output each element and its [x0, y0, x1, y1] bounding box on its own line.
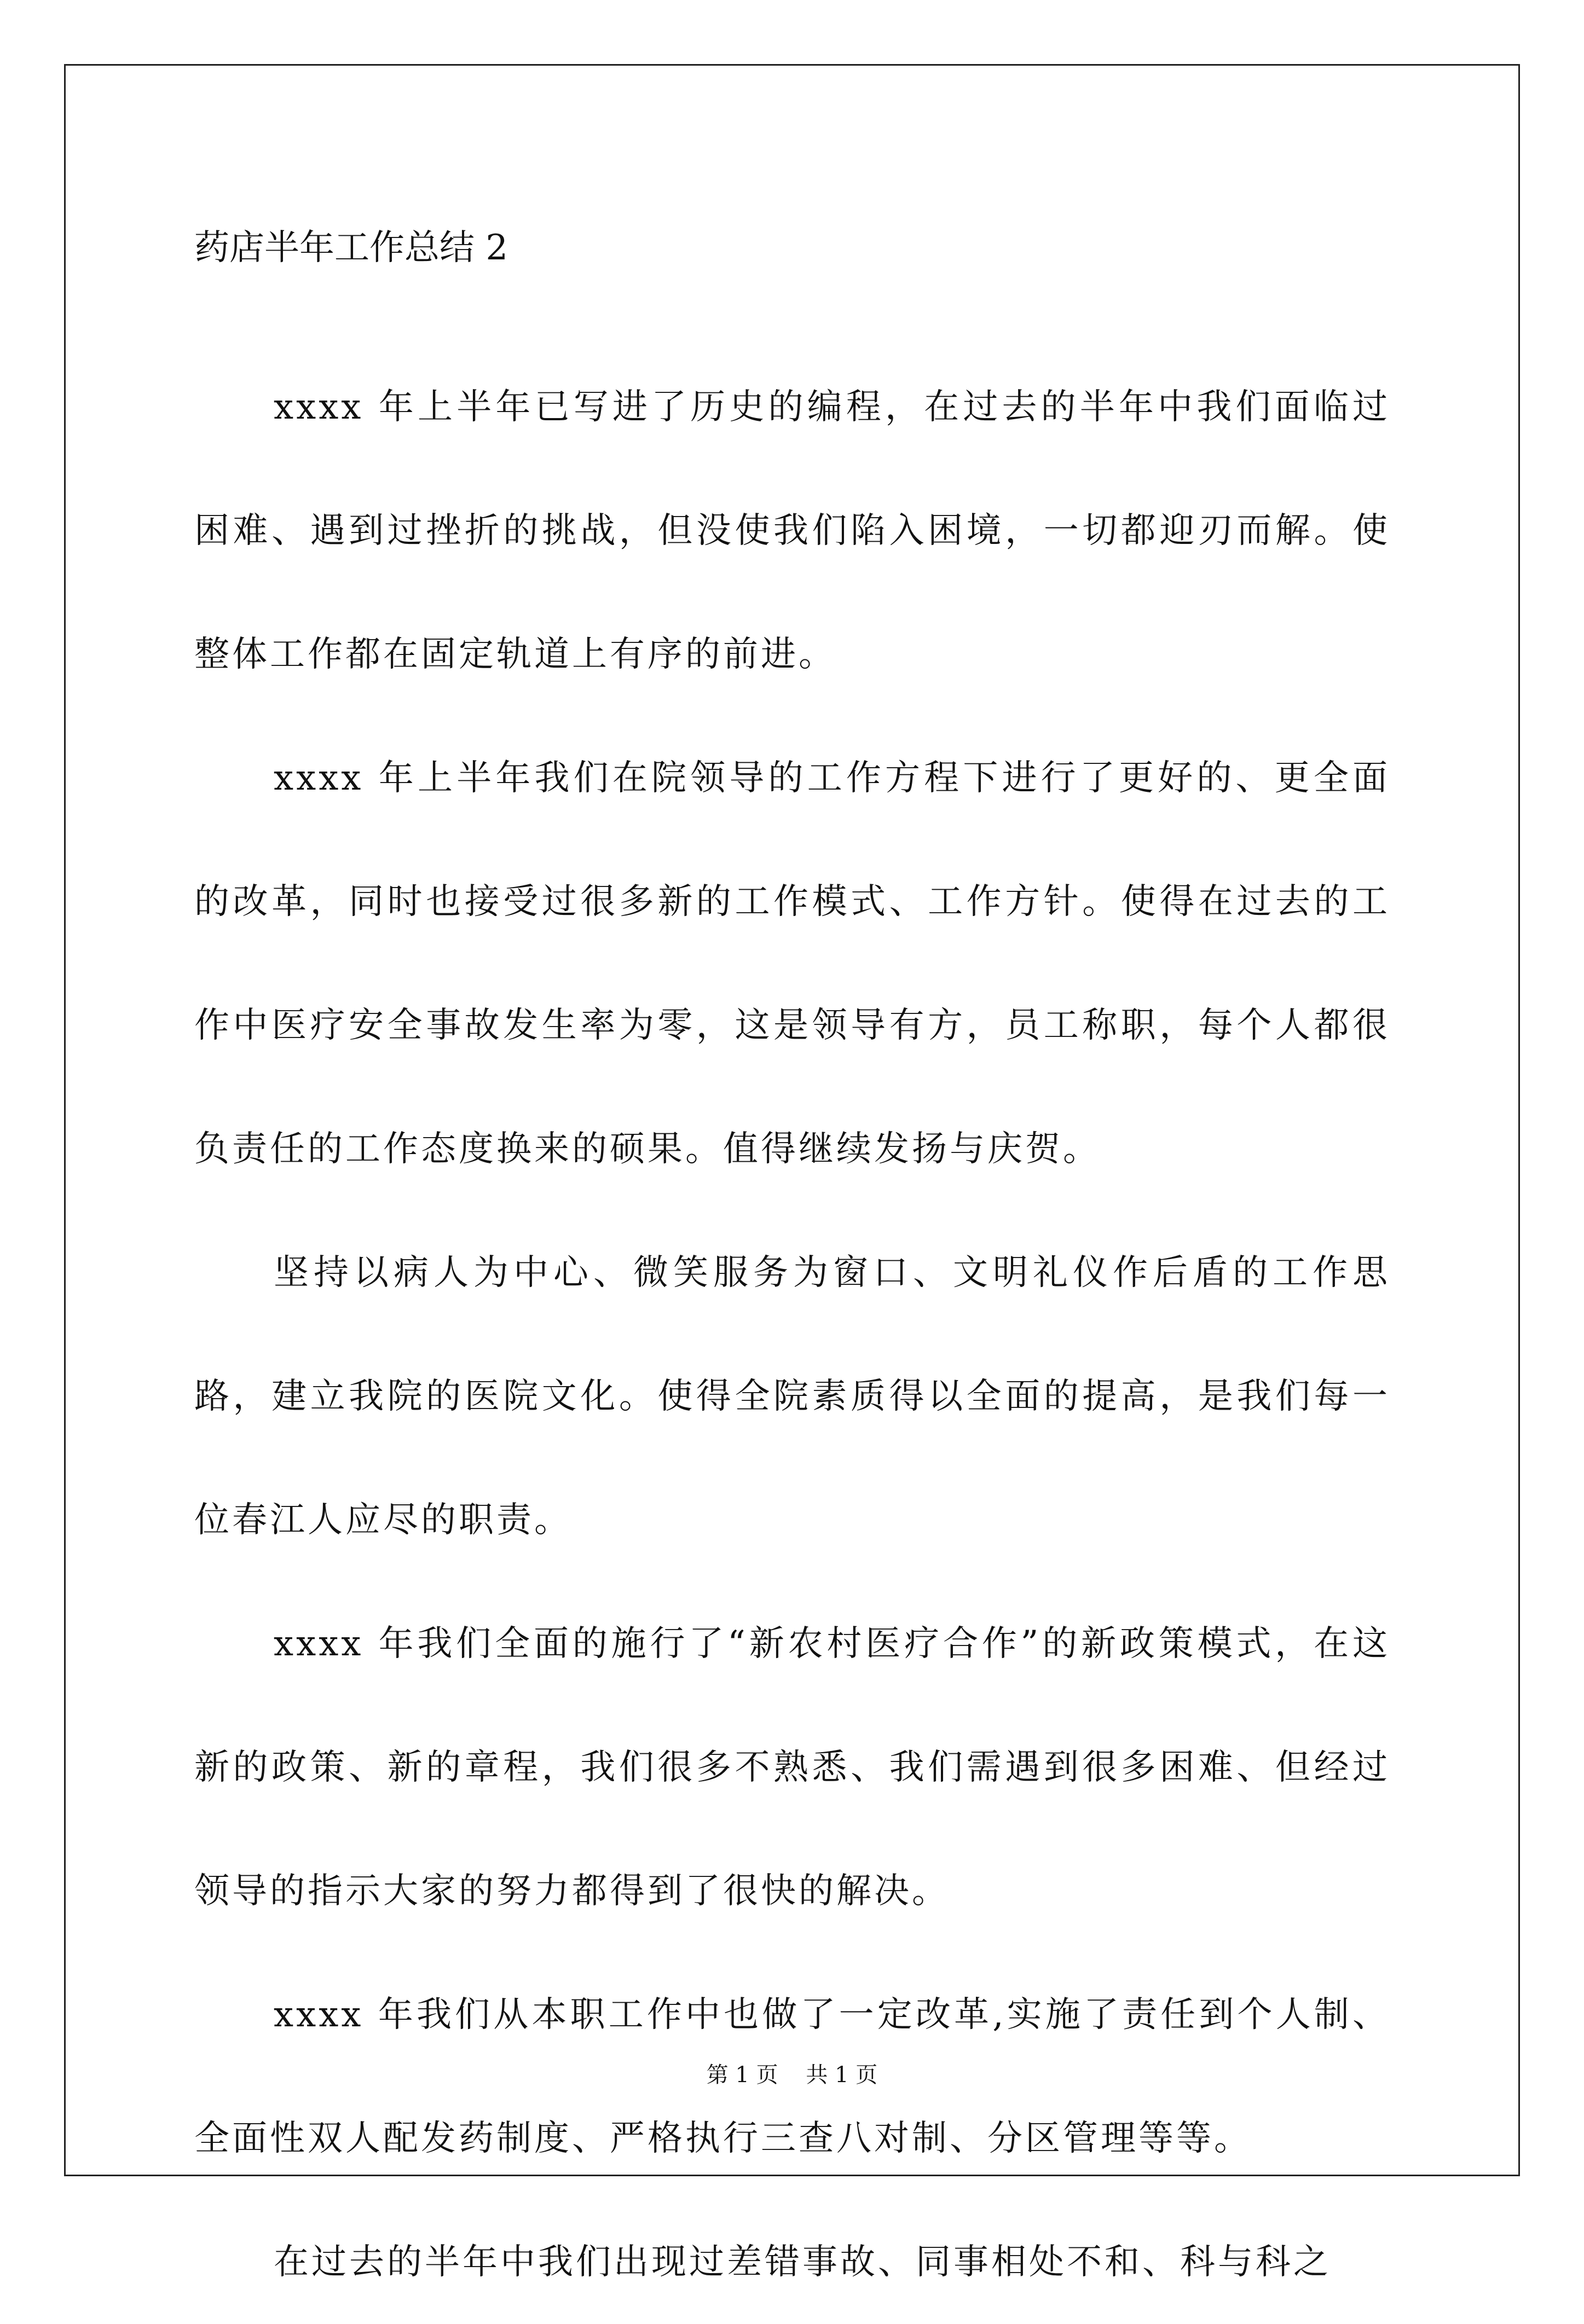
paragraph-2: xxxx 年上半年我们在院领导的工作方程下进行了更好的、更全面的改革，同时也接受过很多新的工作模式、工作方针。使得在过去的工作中医疗安全事故发生率为零，这是领导有方，员工称职，每个人都很负责任的工作态度换来的硕果。值得继续发扬与庆贺。	[194, 758, 1390, 1169]
page-footer: 第 1 页 共 1 页	[706, 2062, 878, 2088]
document-body	[194, 211, 1390, 2324]
paragraph-3: 坚持以病人为中心、微笑服务为窗口、文明礼仪作后盾的工作思路，建立我院的医院文化。使得全院素质得以全面的提高，是我们每一位春江人应尽的职责。	[194, 1253, 1390, 1540]
paragraph-5: xxxx 年我们从本职工作中也做了一定改革,实施了责任到个人制、全面性双人配发药制度、严格执行三查八对制、分区管理等等。	[194, 1995, 1390, 2159]
paragraph-4: xxxx 年我们全面的施行了“新农村医疗合作”的新政策模式，在这新的政策、新的章程，我们很多不熟悉、我们需遇到很多困难、但经过领导的指示大家的努力都得到了很快的解决。	[194, 1624, 1390, 1911]
paragraph-1: xxxx 年上半年已写进了历史的编程，在过去的半年中我们面临过困难、遇到过挫折的挑战，但没使我们陷入困境，一切都迎刃而解。使整体工作都在固定轨道上有序的前进。	[194, 387, 1390, 675]
document-title: 药店半年工作总结 2	[194, 228, 508, 268]
paragraph-6: 在过去的半年中我们出现过差错事故、同事相处不和、科与科之	[274, 2242, 1331, 2282]
